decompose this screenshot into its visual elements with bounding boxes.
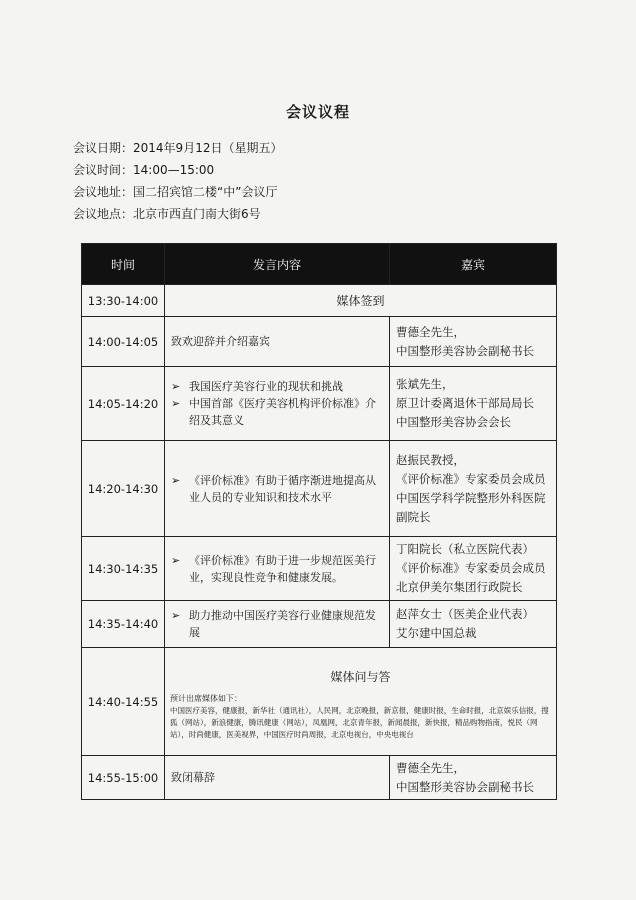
guest-cell (390, 367, 557, 441)
time-cell: 14:20-14:30 (82, 441, 165, 537)
meeting-venue (73, 181, 282, 203)
media-qa-cell (165, 648, 557, 756)
content-cell (165, 601, 390, 648)
content-cell (165, 537, 390, 601)
column-header-content: 发言内容 (165, 244, 390, 285)
bullet-text: 我国医疗美容行业的现状和挑战 (189, 380, 343, 393)
meta-label: 会议地址： (73, 185, 134, 199)
meta-value: 北京市西直门南大街6号 (133, 207, 261, 221)
guest-cell (390, 537, 557, 601)
time-cell: 14:00-14:05 (82, 317, 165, 367)
table-row (82, 537, 557, 601)
arrow-bullet-icon: ➢ (171, 397, 181, 410)
time-cell: 14:55-15:00 (82, 756, 165, 800)
column-header-time: 时间 (82, 244, 165, 285)
meta-label: 会议时间： (73, 163, 134, 177)
bullet-text: 中国首部《医疗美容机构评价标准》介绍及其意义 (189, 397, 376, 427)
content-cell: 致欢迎辞并介绍嘉宾 (165, 317, 390, 367)
media-list-heading: 预计出席媒体如下： (170, 694, 242, 703)
guest-line: 北京伊美尔集团行政院长 (396, 580, 523, 594)
table-row (82, 756, 557, 800)
guest-cell (390, 441, 557, 537)
note-cell: 媒体签到 (165, 285, 557, 317)
bullet-text: 《评价标准》有助于进一步规范医美行业，实现良性竞争和健康发展。 (189, 553, 376, 584)
meeting-info (73, 137, 282, 225)
time-cell: 13:30-14:00 (82, 285, 165, 317)
guest-cell (390, 317, 557, 367)
arrow-bullet-icon: ➢ (171, 473, 181, 487)
guest-line: 中国整形美容协会副秘书长 (396, 779, 534, 794)
table-row (82, 367, 557, 441)
table-row (82, 441, 557, 537)
bullet-item (171, 552, 383, 586)
media-qa-title: 媒体问与答 (330, 670, 391, 684)
guest-line: 中国整形美容协会副秘书长 (396, 343, 534, 358)
guest-line: 曹德全先生， (396, 760, 465, 775)
guest-line: 中国医学科学院整形外科医院副院长 (396, 490, 546, 524)
guest-cell (390, 756, 557, 800)
bullet-item (171, 395, 383, 429)
guest-line: 《评价标准》专家委员会成员 (396, 471, 546, 486)
meeting-address (73, 203, 282, 225)
time-cell: 14:40-14:55 (82, 648, 165, 756)
time-cell: 14:30-14:35 (82, 537, 165, 601)
content-cell: 致闭幕辞 (165, 756, 390, 800)
guest-line: 中国整形美容协会会长 (396, 415, 511, 429)
meeting-time (73, 159, 282, 181)
media-list-text: 中国医疗美容，健康报，新华社（通讯社），人民网，北京晚报，新京报，健康时报，生命时报，北京娱乐信报，搜狐（网站），新浪健康，腾讯健康（网站），凤凰网，北京青年报，新闻晨报，新快报，精品购物指南，悦民（网站），时尚健康，医美视界，中国医疗时尚周报，北京电视台，中央电视台 (170, 706, 549, 739)
time-cell: 14:35-14:40 (82, 601, 165, 648)
media-list (166, 693, 555, 741)
guest-line: 赵萍女士（医美企业代表） (396, 607, 534, 621)
meta-value: 2014年9月12日（星期五） (133, 141, 283, 155)
table-row (82, 317, 557, 367)
guest-line: 艾尔建中国总裁 (396, 626, 477, 640)
bullet-text: 《评价标准》有助于循序渐进地提高从业人员的专业知识和技术水平 (189, 473, 376, 504)
guest-line: 丁阳院长（私立医院代表） (396, 542, 534, 556)
content-cell (165, 441, 390, 537)
guest-line: 张斌先生， (396, 377, 454, 391)
guest-line: 原卫计委离退休干部局局长 (396, 396, 534, 410)
arrow-bullet-icon: ➢ (171, 380, 181, 393)
table-row (82, 601, 557, 648)
agenda-table (81, 243, 557, 800)
table-row (82, 285, 557, 317)
content-cell (165, 367, 390, 441)
time-cell: 14:05-14:20 (82, 367, 165, 441)
meta-value: 国二招宾馆二楼“中”会议厅 (133, 185, 278, 199)
bullet-item (171, 607, 383, 641)
arrow-bullet-icon: ➢ (171, 609, 181, 622)
meta-value: 14:00—15:00 (133, 163, 215, 177)
table-row (82, 648, 557, 756)
table-header-row (82, 244, 557, 285)
meta-label: 会议地点： (73, 207, 134, 221)
guest-line: 曹德全先生， (396, 324, 465, 339)
page-title: 会议议程 (285, 103, 350, 121)
guest-line: 赵振民教授， (396, 452, 465, 467)
meta-label: 会议日期： (73, 141, 134, 155)
bullet-item (171, 378, 383, 395)
bullet-text: 助力推动中国医疗美容行业健康规范发展 (189, 609, 376, 639)
column-header-guest: 嘉宾 (390, 244, 557, 285)
guest-line: 《评价标准》专家委员会成员 (396, 561, 546, 575)
bullet-item (171, 472, 383, 506)
meeting-date (73, 137, 282, 159)
guest-cell (390, 601, 557, 648)
arrow-bullet-icon: ➢ (171, 553, 181, 567)
